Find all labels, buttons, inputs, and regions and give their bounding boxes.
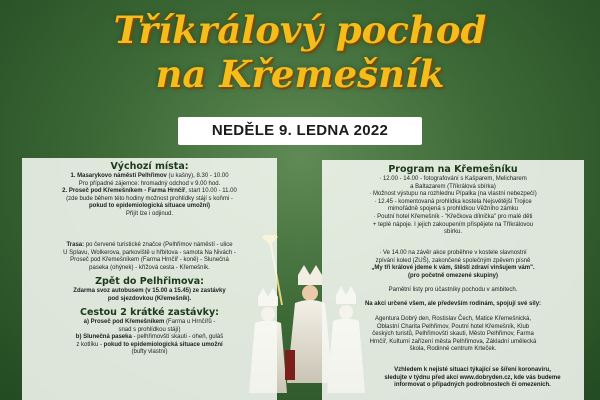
organizers-list bbox=[330, 316, 576, 354]
notice-line-3: informovat o případných podrobnostech či omezeních. bbox=[394, 382, 551, 388]
program-line-1: · 12.00 - 14.00 - fotografování s Kašparem, Melicharem bbox=[379, 176, 527, 182]
right-info-panel bbox=[322, 160, 584, 400]
route-line-3: Proseč pod Křemešníkem (Farma Hrnčíř - koně) - Slunečná bbox=[70, 257, 229, 264]
route-line-1: po červené turistické značce (Pelhřimov náměstí - ulice bbox=[84, 242, 233, 248]
program-song: „My tři králové jdeme k vám, štěstí zdraví vinšujem vám". bbox=[371, 265, 535, 272]
start1-note: Pro případné zájemce: hromadný odchod v 9.00 hod. bbox=[78, 180, 221, 187]
program-section bbox=[330, 164, 576, 237]
start1-time: (u kašny), 8.30 - 10.00 bbox=[168, 173, 229, 179]
event-date: NEDĚLE 9. LEDNA 2022 bbox=[178, 117, 422, 145]
stop2-condition: pokud to epidemiologická situace umožní bbox=[103, 341, 223, 348]
certificates-note-section bbox=[330, 287, 576, 295]
notice-line-2: sledujte v týdnu před akcí www.dobryden.cz, kde vás budeme bbox=[384, 374, 561, 381]
program-line-3: · Možnost výstupu na rozhlednu Pípalka (na vlastní nebezpečí) bbox=[369, 191, 537, 198]
start2-condition: pokud to epidemiologická situace umožní) bbox=[88, 203, 210, 210]
route-section bbox=[30, 242, 269, 272]
left-info-panel bbox=[22, 158, 277, 400]
stop2-note: (bufty vlastní) bbox=[131, 349, 168, 356]
route-label: Trasa: bbox=[66, 242, 85, 248]
organizers-line-2: Oblastní Charita Pelhřimov, Poutní hotel Křemešník, Klub bbox=[376, 323, 530, 330]
program-line-6: · Poutní hotel Křemešník - "Křečkova dílnička" pro malé děti bbox=[373, 213, 533, 220]
covid-notice bbox=[360, 367, 585, 390]
program-line-8: sbírku. bbox=[443, 229, 462, 236]
stop2-place: b) Slunečná paseka bbox=[75, 334, 132, 341]
route-line-4: paseka (ohýnek) - křížová cesta - Křemešník. bbox=[89, 264, 210, 271]
program-line-7: + teplé nápoje. I jejich zakoupením přispějete na Tříkrálovou bbox=[372, 221, 534, 228]
return-section bbox=[30, 276, 269, 303]
program-line-9: · Ve 14.00 na závěr akce proběhne v kostele slavnostní bbox=[379, 250, 527, 256]
start2-time: , start 10.00 - 11.00 bbox=[185, 188, 237, 195]
organizers-line-4: Hrnčíř, Kulturní zařízení města Pelhřimova, Základní umělecká bbox=[369, 338, 537, 345]
certificates-note: Pamětní listy pro účastníky pochodu v ambitech. bbox=[388, 287, 518, 293]
organizers-line-5: škola, Rodinné centrum Krteček. bbox=[409, 346, 497, 353]
notice-line-1: Vzhledem k nejisté situaci týkající se šíření koronaviru, bbox=[394, 367, 551, 373]
stop2-detail-2: z kotlíku - bbox=[76, 341, 104, 348]
stops-heading: Cestou 2 krátké zastávky: bbox=[80, 307, 219, 318]
organizers-section bbox=[330, 301, 576, 309]
title-line-1: Tříkrálový pochod bbox=[113, 8, 487, 52]
start1-place: 1. Masarykovo náměstí Pelhřimov bbox=[70, 173, 167, 179]
start-places-heading: Výchozí místa: bbox=[110, 161, 189, 172]
return-line-1: Zdarma svoz autobusem (v 15.00 a 15.45) ze zastávky bbox=[73, 288, 226, 294]
route-line-2: U Splavu, Wolkerova, parkoviště u hřbitova - samota Na Nivách - bbox=[63, 249, 236, 256]
start2-note: (zde bude během této hodiny možnost prohlídky stájí s koňmi - bbox=[66, 195, 233, 202]
stop1-note: snad s prohlídkou stájí) bbox=[118, 326, 181, 333]
program-group-note: (pro početně omezené skupiny) bbox=[407, 272, 498, 279]
start-places-section bbox=[30, 161, 269, 219]
stop1-detail: (Farma u Hrnčířů - bbox=[164, 319, 216, 325]
return-line-2: pod sjezdovkou (Křemešník). bbox=[107, 295, 192, 302]
program-line-10: zpívání koled (ZUŠ), zakončené společným zpěvem písně bbox=[375, 257, 531, 264]
start2-place: 2. Proseč pod Křemešníkem - Farma Hrnčíř bbox=[62, 188, 186, 195]
organizers-line-3: českých turistů, Pelhřimovští skauti, Město Pelhřimov, Farma bbox=[372, 331, 534, 338]
organizers-heading: Na akci určené všem, ale především rodinám, spojují své síly: bbox=[364, 301, 542, 307]
program-line-4: · 12.45 - komentovaná prohlídka kostela Nejsvětější Trojice bbox=[374, 198, 532, 205]
program-line-5: mimořádně spojená s prohlídkou Věžního zámku bbox=[387, 206, 519, 213]
start2-other: Přijít lze i odjinud. bbox=[125, 210, 174, 217]
title-line-2: na Křemešník bbox=[155, 52, 445, 96]
organizers-line-1: Agentura Dobrý den, Rostislav Čech, Matice Křemešnická, bbox=[374, 316, 532, 322]
stop2-detail: - pelhřimovští skauti - oheň, guláš bbox=[131, 334, 224, 341]
stops-section bbox=[30, 307, 269, 357]
stop1-place: a) Proseč pod Křemešníkem bbox=[83, 319, 165, 325]
program-line-2: a Baltazarem (Tříkrálová sbírka) bbox=[410, 183, 496, 190]
return-heading: Zpět do Pelhřimova: bbox=[95, 276, 204, 287]
program-closing-section bbox=[330, 250, 576, 280]
program-heading: Program na Křemešníku bbox=[388, 164, 518, 175]
